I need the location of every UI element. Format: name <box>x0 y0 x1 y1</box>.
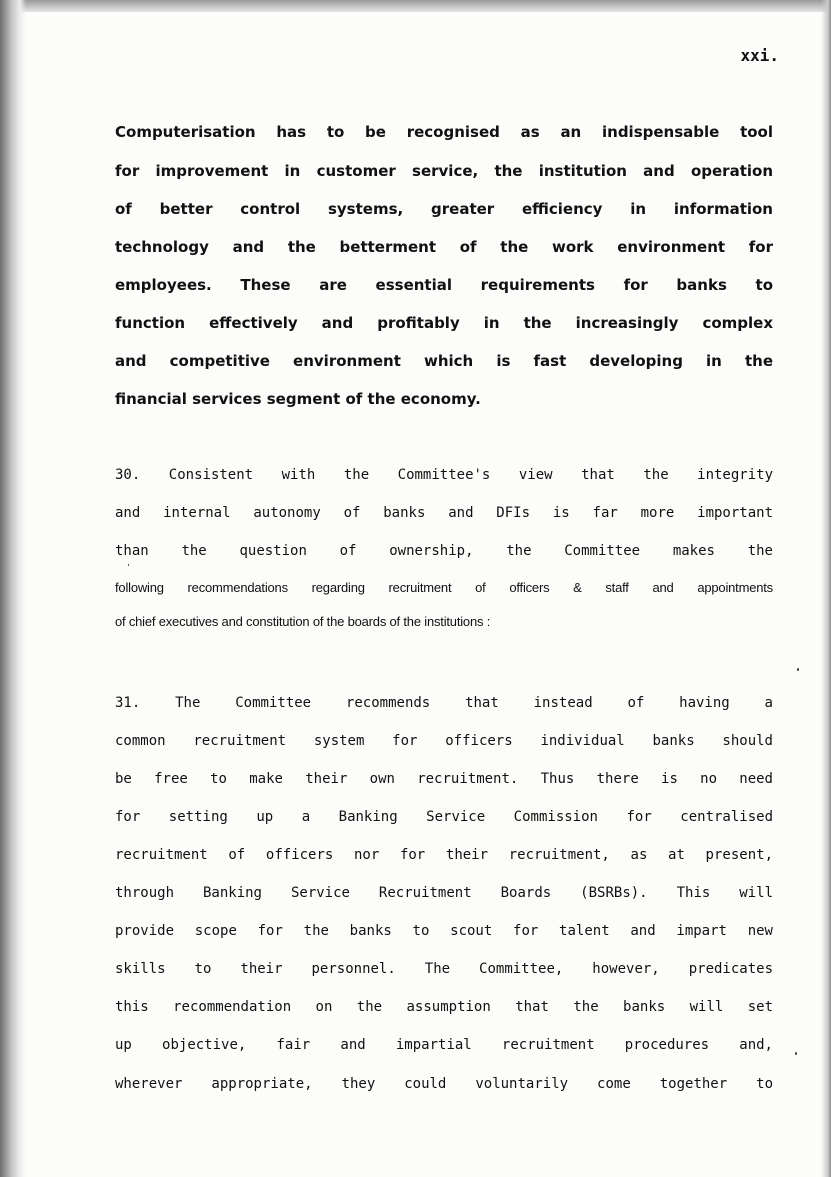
paragraph-31-line: common recruitment system for officers individual banks should <box>115 733 773 749</box>
paragraph-31-line: through Banking Service Recruitment Boards (BSRBs). This will <box>115 885 773 901</box>
paragraph-1-line: of better control systems, greater efficiency in information <box>115 200 773 218</box>
paragraph-31-line: 31. The Committee recommends that instead of having a <box>115 695 773 711</box>
paragraph-30-line: following recommendations regarding recruitment of officers & staff and appointments <box>115 580 773 595</box>
paragraph-1-line: and competitive environment which is fast developing in the <box>115 352 773 370</box>
paragraph-31-line: be free to make their own recruitment. Thus there is no need <box>115 771 773 787</box>
paragraph-31-line: recruitment of officers nor for their recruitment, as at present, <box>115 847 773 863</box>
paragraph-30-line: of chief executives and constitution of the boards of the institutions : <box>115 614 491 629</box>
paragraph-31-line: wherever appropriate, they could voluntarily come together to <box>115 1076 773 1092</box>
scan-speck <box>128 564 129 566</box>
page-right-edge <box>821 0 831 1177</box>
paragraph-1-line: employees. These are essential requirements for banks to <box>115 276 773 294</box>
paragraph-1-line: for improvement in customer service, the institution and operation <box>115 162 773 180</box>
paragraph-31-line: skills to their personnel. The Committee, however, predicates <box>115 961 773 977</box>
paragraph-31-line: this recommendation on the assumption that the banks will set <box>115 999 773 1015</box>
paragraph-30-line: and internal autonomy of banks and DFIs is far more important <box>115 505 773 521</box>
paragraph-1-line: technology and the betterment of the work environment for <box>115 238 773 256</box>
paragraph-1-line: financial services segment of the economy. <box>115 390 481 408</box>
scan-speck <box>797 668 799 671</box>
paragraph-1-line: function effectively and profitably in the increasingly complex <box>115 314 773 332</box>
paragraph-30-line: 30. Consistent with the Committee's view that the integrity <box>115 467 773 483</box>
page-top-edge <box>0 0 831 12</box>
binding-shadow <box>0 0 26 1177</box>
page-number: xxi. <box>740 46 779 65</box>
paragraph-31-line: for setting up a Banking Service Commission for centralised <box>115 809 773 825</box>
paragraph-1-line: Computerisation has to be recognised as an indispensable tool <box>115 123 773 141</box>
scan-speck <box>795 1052 797 1055</box>
paragraph-31-line: provide scope for the banks to scout for talent and impart new <box>115 923 773 939</box>
paragraph-30-line: than the question of ownership, the Committee makes the <box>115 543 773 559</box>
paragraph-31-line: up objective, fair and impartial recruitment procedures and, <box>115 1037 773 1053</box>
